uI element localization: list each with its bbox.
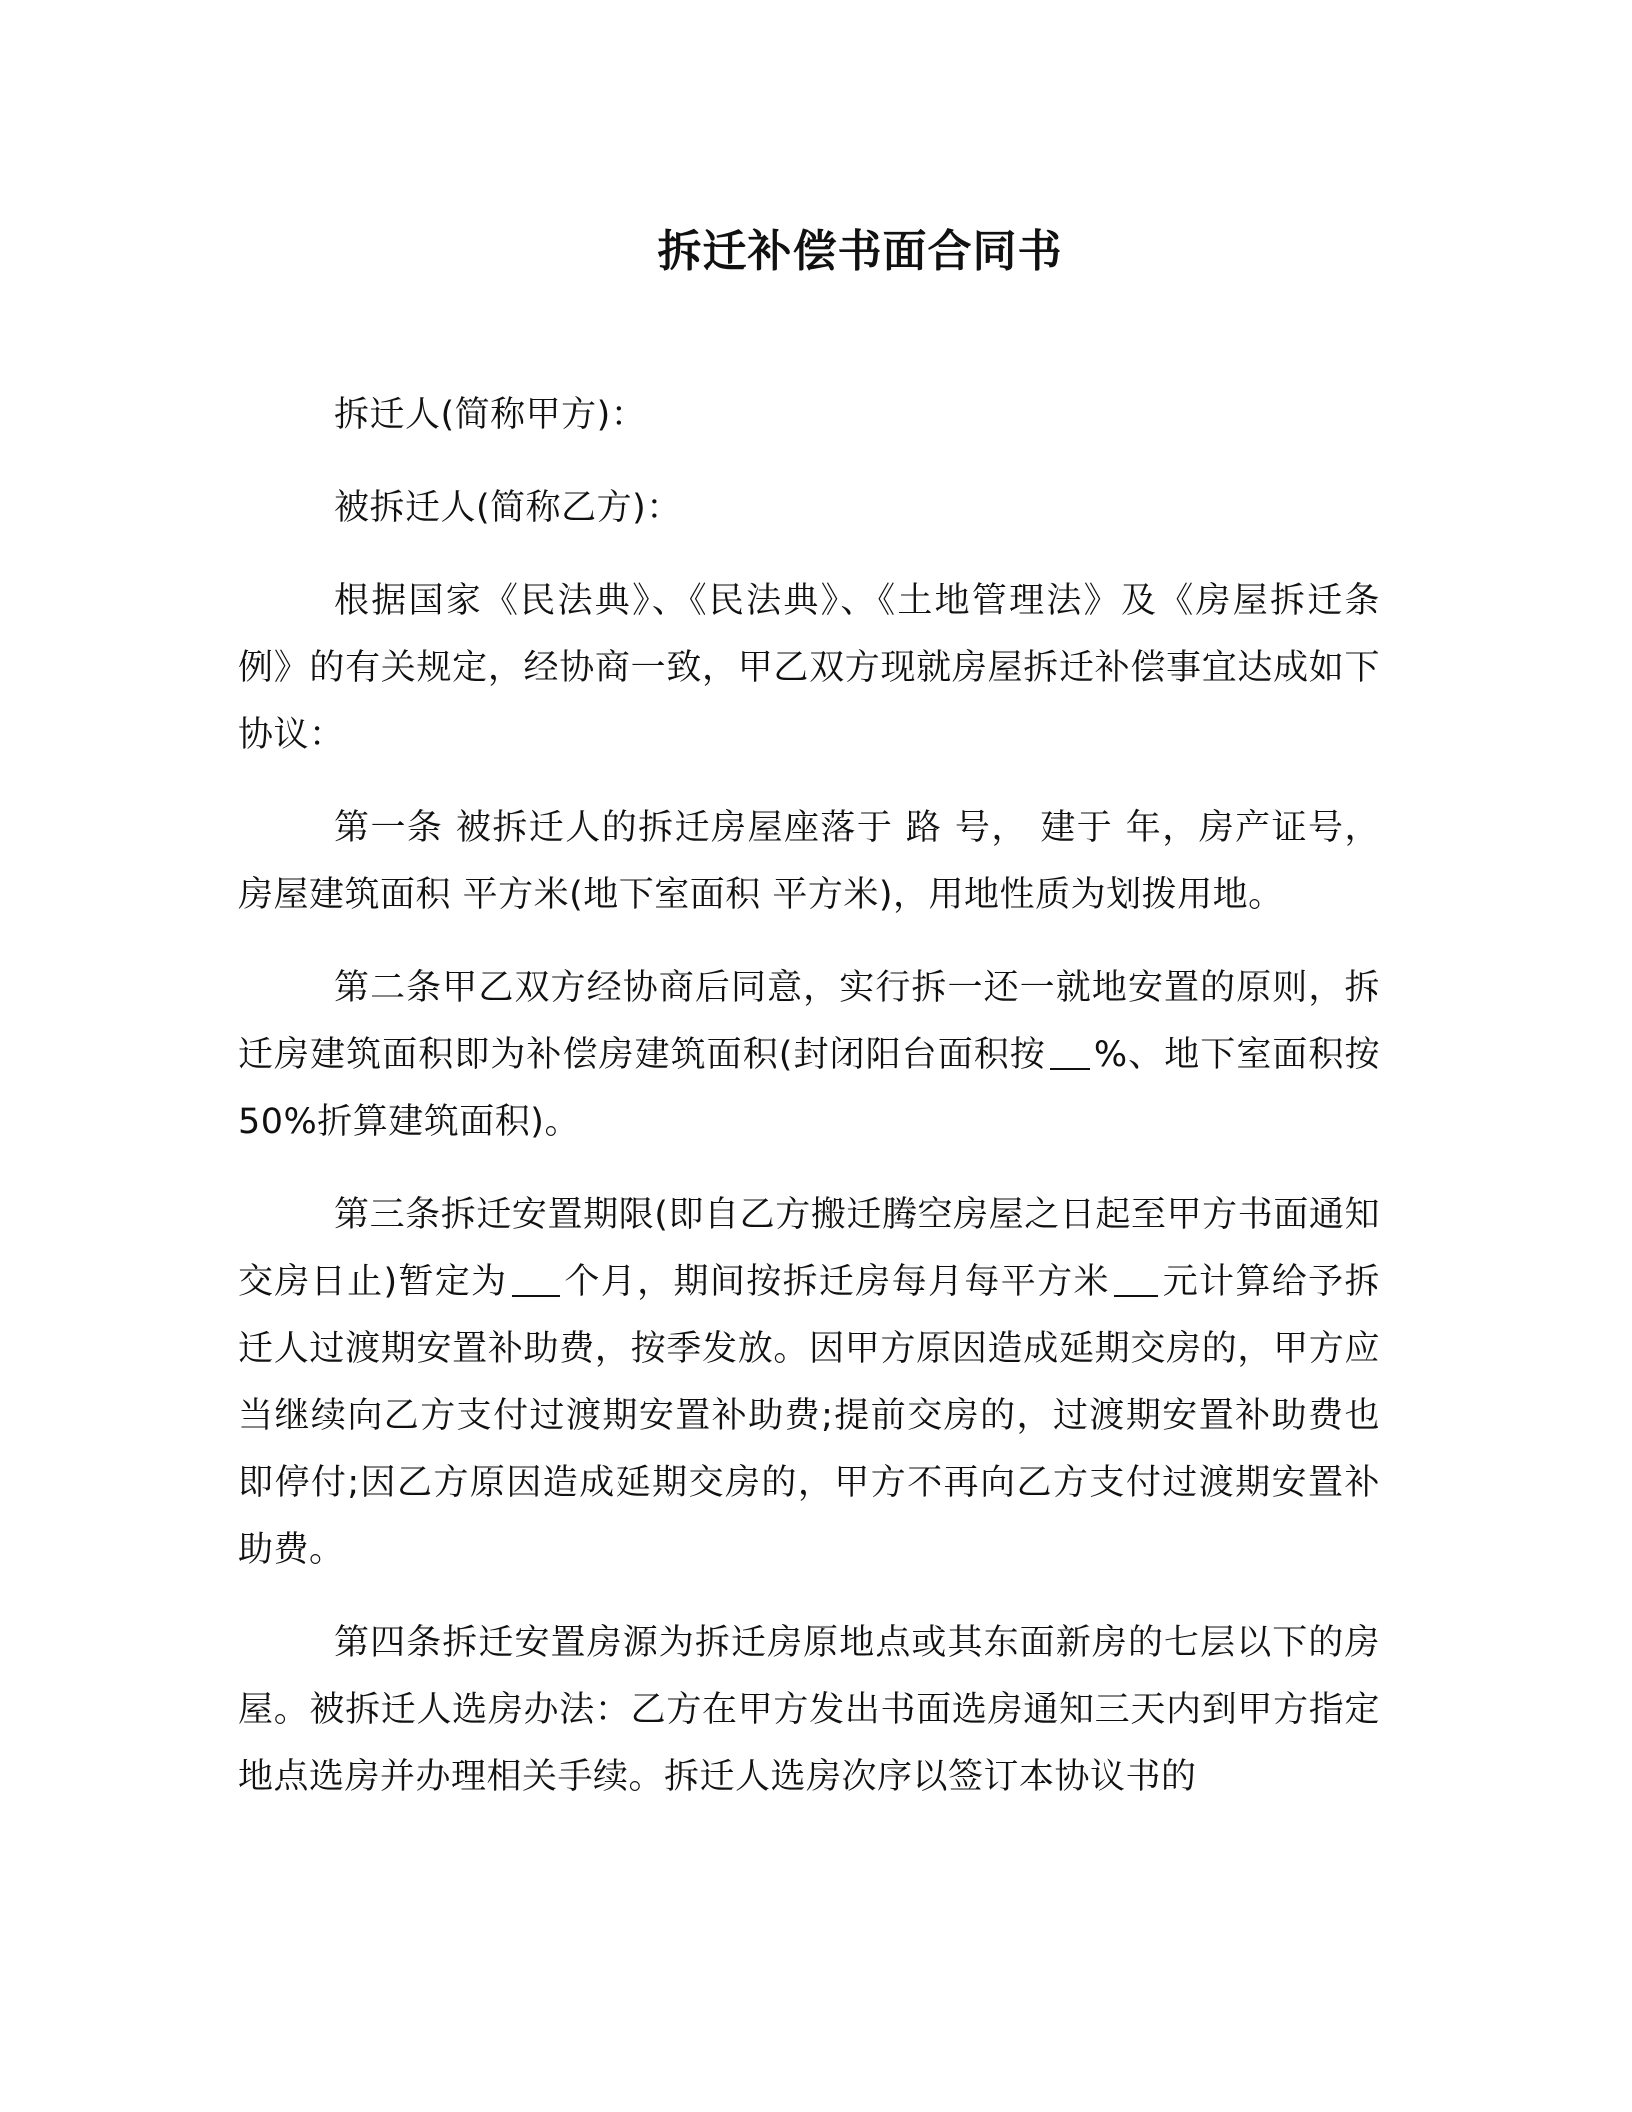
- article-4-paragraph: 第四条拆迁安置房源为拆迁房原地点或其东面新房的七层以下的房屋。被拆迁人选房办法：乙方在甲方发出书面选房通知三天内到甲方指定地点选房并办理相关手续。拆迁人选房次序以签订本协议书的: [238, 1623, 1380, 1797]
- article-3-text-part3: 元计算给予拆迁人过渡期安置补助费，按季发放。因甲方原因造成延期交房的，甲方应当继续向乙方支付过渡期安置补助费;提前交房的，过渡期安置补助费也即停付;因乙方原因造成延期交房的，甲方不再向乙方支付过渡期安置补助费。: [238, 1262, 1380, 1570]
- document-title: 拆迁补偿书面合同书: [657, 226, 1063, 277]
- article-3-text-part1: 第三条拆迁安置期限(即自乙方搬迁腾空房屋之日起至甲方书面通知交房日止)暂定为: [238, 1195, 1380, 1302]
- article-3-text-part2: 个月，期间按拆迁房每月每平方米: [563, 1262, 1110, 1302]
- months-blank: [512, 1257, 560, 1297]
- article-3-paragraph: [238, 1182, 1380, 1584]
- document-body: [238, 382, 1380, 1837]
- balcony-ratio-blank: [1050, 1030, 1090, 1070]
- article-2-text-part1: 第二条甲乙双方经协商后同意，实行拆一还一就地安置的原则，拆迁房建筑面积即为补偿房建筑面积(封闭阳台面积按: [238, 968, 1380, 1075]
- party-b-label: 被拆迁人(简称乙方)：: [334, 488, 682, 528]
- party-a-label: 拆迁人(简称甲方)：: [334, 395, 647, 435]
- preamble-paragraph: 根据国家《民法典》、《民法典》、《土地管理法》及《房屋拆迁条例》的有关规定，经协商一致，甲乙双方现就房屋拆迁补偿事宜达成如下协议：: [238, 581, 1380, 755]
- article-1-paragraph: 第一条 被拆迁人的拆迁房屋座落于 路 号， 建于 年，房产证号，房屋建筑面积 平方米(地下室面积 平方米)，用地性质为划拨用地。: [238, 808, 1380, 915]
- subsidy-amount-blank: [1114, 1257, 1158, 1297]
- article-2-paragraph: [238, 955, 1380, 1156]
- article-2-text-part2: %、地下室面积按 50%折算建筑面积)。: [238, 1035, 1380, 1142]
